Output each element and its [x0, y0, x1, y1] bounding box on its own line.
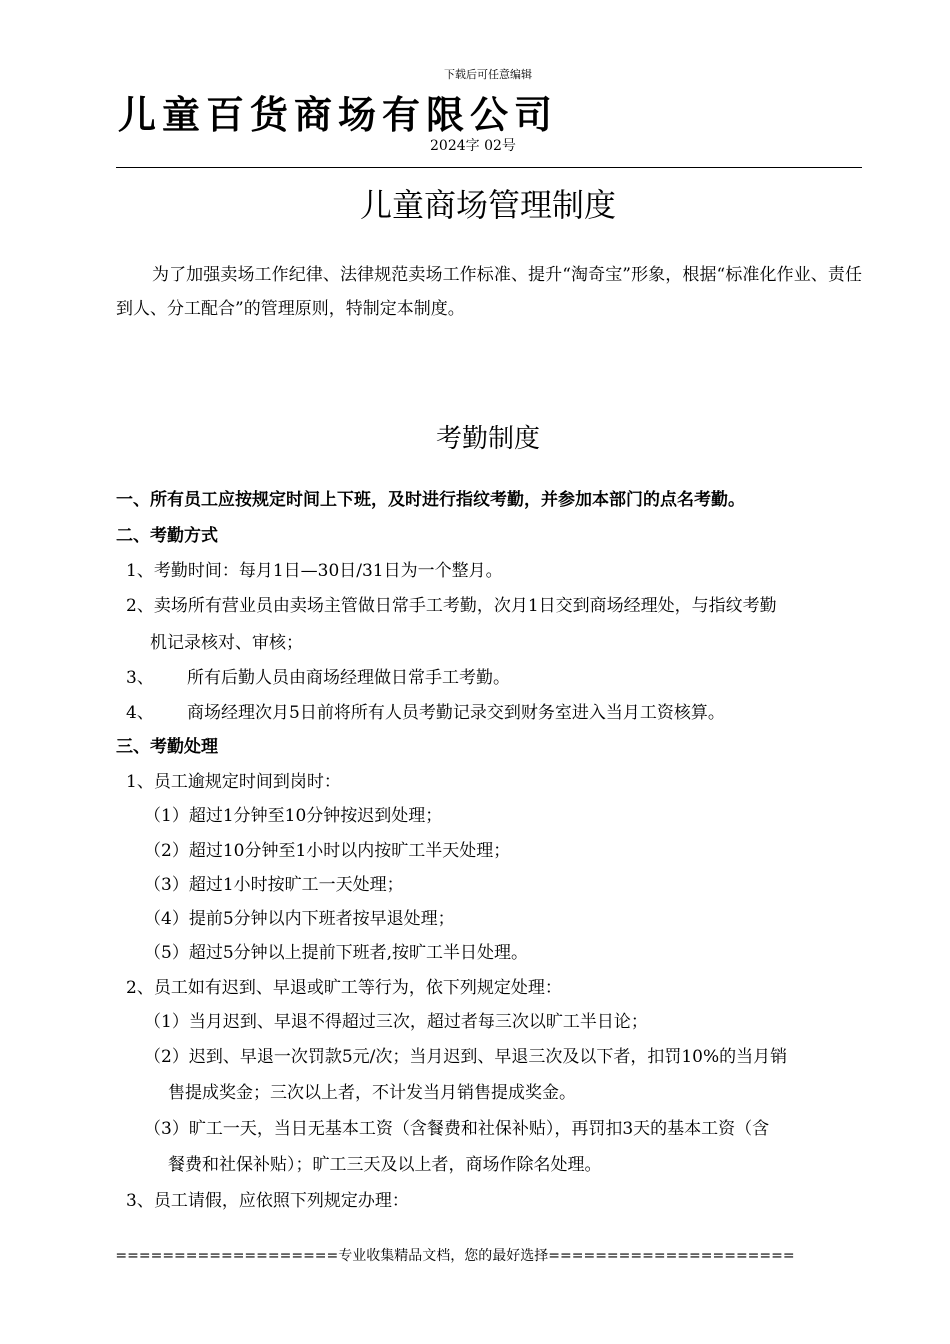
method-item-3: 所有后勤人员由商场经理做日常手工考勤。 [187, 668, 510, 688]
penalty-sub-2-cont: 售提成奖金；三次以上者，不计发当月销售提成奖金。 [168, 1083, 576, 1103]
clause-1: 一、所有员工应按规定时间上下班，及时进行指纹考勤，并参加本部门的点名考勤。 [116, 490, 745, 510]
method-item-2: 2、卖场所有营业员由卖场主管做日常手工考勤，次月1日交到商场经理处，与指纹考勤 [126, 596, 777, 616]
page-footer: ===================专业收集精品文档，您的最好选择===================== [115, 1248, 795, 1264]
handling-item-3: 3、员工请假，应依照下列规定办理： [126, 1191, 409, 1211]
heading-attendance-handling: 三、考勤处理 [116, 737, 218, 757]
penalty-sub-2: （2）迟到、早退一次罚款5元/次；当月迟到、早退三次及以下者，扣罚10%的当月销 [144, 1047, 788, 1067]
handling-sub-3: （3）超过1小时按旷工一天处理； [144, 875, 404, 895]
header-rule [116, 167, 862, 168]
top-note: 下载后可任意编辑 [444, 68, 532, 81]
handling-item-1: 1、员工逾规定时间到岗时： [126, 772, 341, 792]
method-item-2-cont: 机记录核对、审核； [150, 633, 303, 653]
document-title: 儿童商场管理制度 [359, 186, 616, 224]
company-name: 儿童百货商场有限公司 [118, 93, 559, 137]
document-number: 2024字 02号 [430, 138, 516, 154]
heading-attendance-method: 二、考勤方式 [116, 526, 218, 546]
method-item-4: 商场经理次月5日前将所有人员考勤记录交到财务室进入当月工资核算。 [187, 703, 725, 723]
penalty-sub-3: （3）旷工一天，当日无基本工资（含餐费和社保补贴），再罚扣3天的基本工资（含 [144, 1119, 770, 1139]
method-item-1: 1、考勤时间：每月1日—30日/31日为一个整月。 [126, 561, 503, 581]
handling-sub-1: （1）超过1分钟至10分钟按迟到处理； [144, 806, 443, 826]
method-item-3-number: 3、 [126, 668, 154, 688]
section-title: 考勤制度 [435, 424, 540, 454]
handling-sub-2: （2）超过10分钟至1小时以内按旷工半天处理； [144, 841, 511, 861]
handling-sub-5: （5）超过5分钟以上提前下班者,按旷工半日处理。 [144, 943, 529, 963]
penalty-sub-3-cont: 餐费和社保补贴）；旷工三天及以上者，商场作除名处理。 [168, 1155, 602, 1175]
penalty-sub-1: （1）当月迟到、早退不得超过三次，超过者每三次以旷工半日论； [144, 1012, 648, 1032]
handling-sub-4: （4）提前5分钟以内下班者按早退处理； [144, 909, 455, 929]
intro-paragraph: 为了加强卖场工作纪律、法律规范卖场工作标准、提升“淘奇宝”形象，根据“标准化作业、责任到人、分工配合”的管理原则，特制定本制度。 [116, 265, 862, 319]
method-item-4-number: 4、 [126, 703, 154, 723]
handling-item-2: 2、员工如有迟到、早退或旷工等行为，依下列规定处理： [126, 978, 562, 998]
